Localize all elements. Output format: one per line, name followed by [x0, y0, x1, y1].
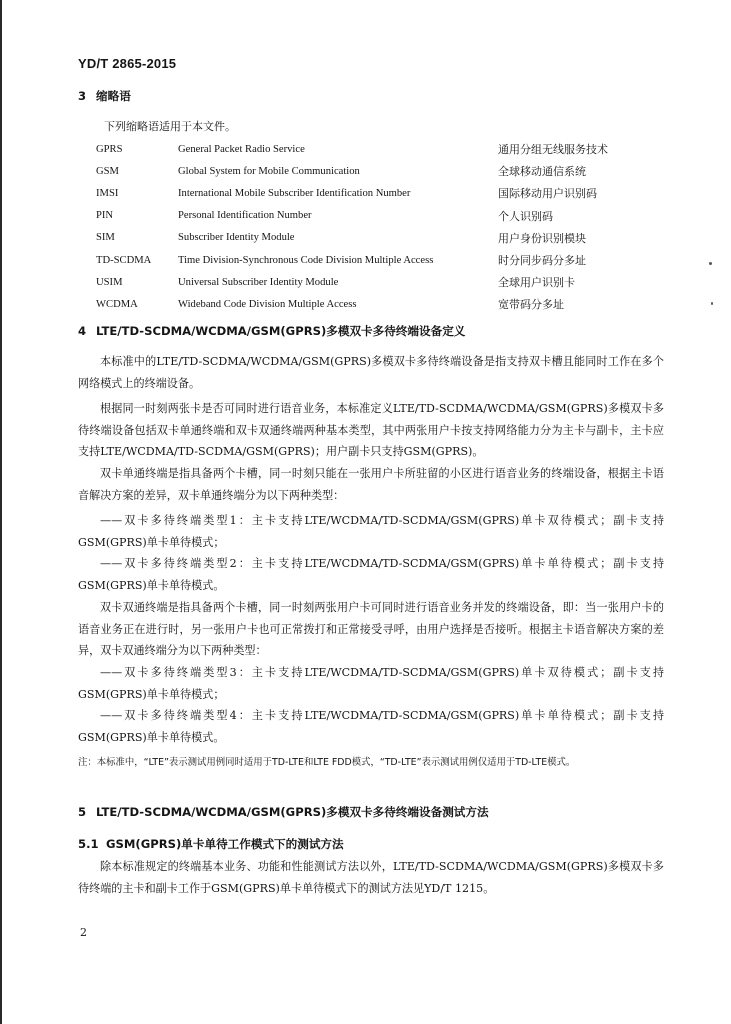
section-4-heading: [78, 323, 465, 339]
abbreviation-row: [96, 182, 608, 204]
section-title: GSM(GPRS)单卡单待工作模式下的测试方法: [106, 837, 344, 851]
abbreviation-english: Global System for Mobile Communication: [178, 165, 360, 177]
paragraph: 根据同一时刻两张卡是否可同时进行语音业务，本标准定义LTE/TD-SCDMA/WCDMA/GSM(GPRS)多模双卡多待终端设备包括双卡单通终端和双卡双通终端两种基本类型，其中两张用户卡按支持网络能力分为主卡与副卡，主卡应支持LTE/WCDMA/TD-SCDMA/GSM(GPRS)；用户副卡只支持GSM(GPRS)。: [78, 402, 664, 458]
paragraph: 除本标准规定的终端基本业务、功能和性能测试方法以外，LTE/TD-SCDMA/WCDMA/GSM(GPRS)多模双卡多待终端的主卡和副卡工作于GSM(GPRS)单卡单待模式下的测试方法见YD/T 1215。: [78, 860, 664, 895]
abbreviations-table: [96, 138, 608, 316]
note: 注：本标准中，“LTE”表示测试用例同时适用于TD-LTE和LTE FDD模式，“TD-LTE”表示测试用例仅适用于TD-LTE模式。: [78, 757, 576, 768]
abbreviation-term: PIN: [96, 210, 114, 222]
paragraph: 本标准中的LTE/TD-SCDMA/WCDMA/GSM(GPRS)多模双卡多待终端设备是指支持双卡槽且能同时工作在多个网络模式上的终端设备。: [78, 355, 664, 390]
abbreviation-term: GPRS: [96, 143, 123, 155]
section-number: 5.1: [78, 837, 99, 851]
type-list-item: ——双卡多待终端类型1：主卡支持LTE/WCDMA/TD-SCDMA/GSM(GPRS)单卡双待模式；副卡支持GSM(GPRS)单卡单待模式；: [78, 514, 664, 549]
paragraph: 双卡双通终端是指具备两个卡槽，同一时刻两张用户卡可同时进行语音业务并发的终端设备，即：当一张用户卡的语音业务正在进行时，另一张用户卡也可正常拨打和正常接受寻呼，由用户选择是否接听。根据主卡语音解决方案的差异，双卡双通终端分为以下两种类型：: [78, 601, 664, 657]
abbreviation-english: Subscriber Identity Module: [178, 232, 295, 244]
abbreviation-row: [96, 138, 608, 160]
abbreviation-row: [96, 205, 608, 227]
abbreviation-term: SIM: [96, 232, 115, 244]
abbreviation-row: [96, 160, 608, 182]
abbreviation-row: [96, 249, 608, 271]
section-5-heading: [78, 804, 489, 820]
type-list-item: ——双卡多待终端类型2：主卡支持LTE/WCDMA/TD-SCDMA/GSM(GPRS)单卡单待模式；副卡支持GSM(GPRS)单卡单待模式。: [78, 557, 664, 592]
section-title: LTE/TD-SCDMA/WCDMA/GSM(GPRS)多模双卡多待终端设备测试方法: [96, 805, 489, 819]
abbreviation-term: WCDMA: [96, 298, 138, 310]
abbreviation-english: Wideband Code Division Multiple Access: [178, 298, 357, 310]
abbreviation-row: [96, 293, 608, 315]
abbreviation-english: Personal Identification Number: [178, 210, 312, 222]
scan-speck: [711, 302, 713, 305]
paragraph: 双卡单通终端是指具备两个卡槽，同一时刻只能在一张用户卡所驻留的小区进行语音业务的终端设备，根据主卡语音解决方案的差异，双卡单通终端分为以下两种类型：: [78, 467, 664, 502]
abbreviation-english: General Packet Radio Service: [178, 143, 305, 155]
abbreviation-chinese: 个人识别码: [498, 209, 553, 223]
abbreviation-chinese: 时分同步码分多址: [498, 254, 586, 268]
section-number: 3: [78, 89, 87, 103]
abbreviation-english: Time Division-Synchronous Code Division Multiple Access: [178, 254, 434, 266]
section-title: LTE/TD-SCDMA/WCDMA/GSM(GPRS)多模双卡多待终端设备定义: [96, 324, 466, 338]
abbreviation-chinese: 宽带码分多址: [498, 298, 564, 312]
abbreviation-english: International Mobile Subscriber Identification Number: [178, 187, 411, 199]
abbreviation-chinese: 全球移动通信系统: [498, 165, 586, 179]
abbreviation-chinese: 全球用户识别卡: [498, 276, 575, 290]
abbreviation-term: IMSI: [96, 187, 119, 199]
abbreviation-term: TD-SCDMA: [96, 254, 152, 266]
section-title: 缩略语: [96, 89, 131, 103]
page-number: 2: [80, 926, 87, 939]
abbreviation-chinese: 用户身份识别模块: [498, 231, 586, 245]
abbreviation-row: [96, 227, 608, 249]
section-number: 4: [78, 324, 87, 338]
type-list-item: ——双卡多待终端类型3：主卡支持LTE/WCDMA/TD-SCDMA/GSM(GPRS)单卡双待模式；副卡支持GSM(GPRS)单卡单待模式；: [78, 666, 664, 701]
section-3-heading: [78, 88, 131, 104]
section-3-intro: 下列缩略语适用于本文件。: [104, 120, 236, 133]
abbreviation-term: USIM: [96, 276, 123, 288]
abbreviation-row: [96, 271, 608, 293]
abbreviation-chinese: 国际移动用户识别码: [498, 187, 597, 201]
scan-speck: [709, 262, 712, 265]
abbreviation-chinese: 通用分组无线服务技术: [498, 143, 608, 157]
section-number: 5: [78, 805, 87, 819]
type-list-item: ——双卡多待终端类型4：主卡支持LTE/WCDMA/TD-SCDMA/GSM(GPRS)单卡单待模式；副卡支持GSM(GPRS)单卡单待模式。: [78, 709, 664, 744]
abbreviation-english: Universal Subscriber Identity Module: [178, 276, 339, 288]
scan-edge-line: [0, 0, 2, 1024]
section-5-1-heading: [78, 836, 344, 852]
abbreviation-term: GSM: [96, 165, 119, 177]
standard-code: YD/T 2865-2015: [78, 56, 177, 71]
